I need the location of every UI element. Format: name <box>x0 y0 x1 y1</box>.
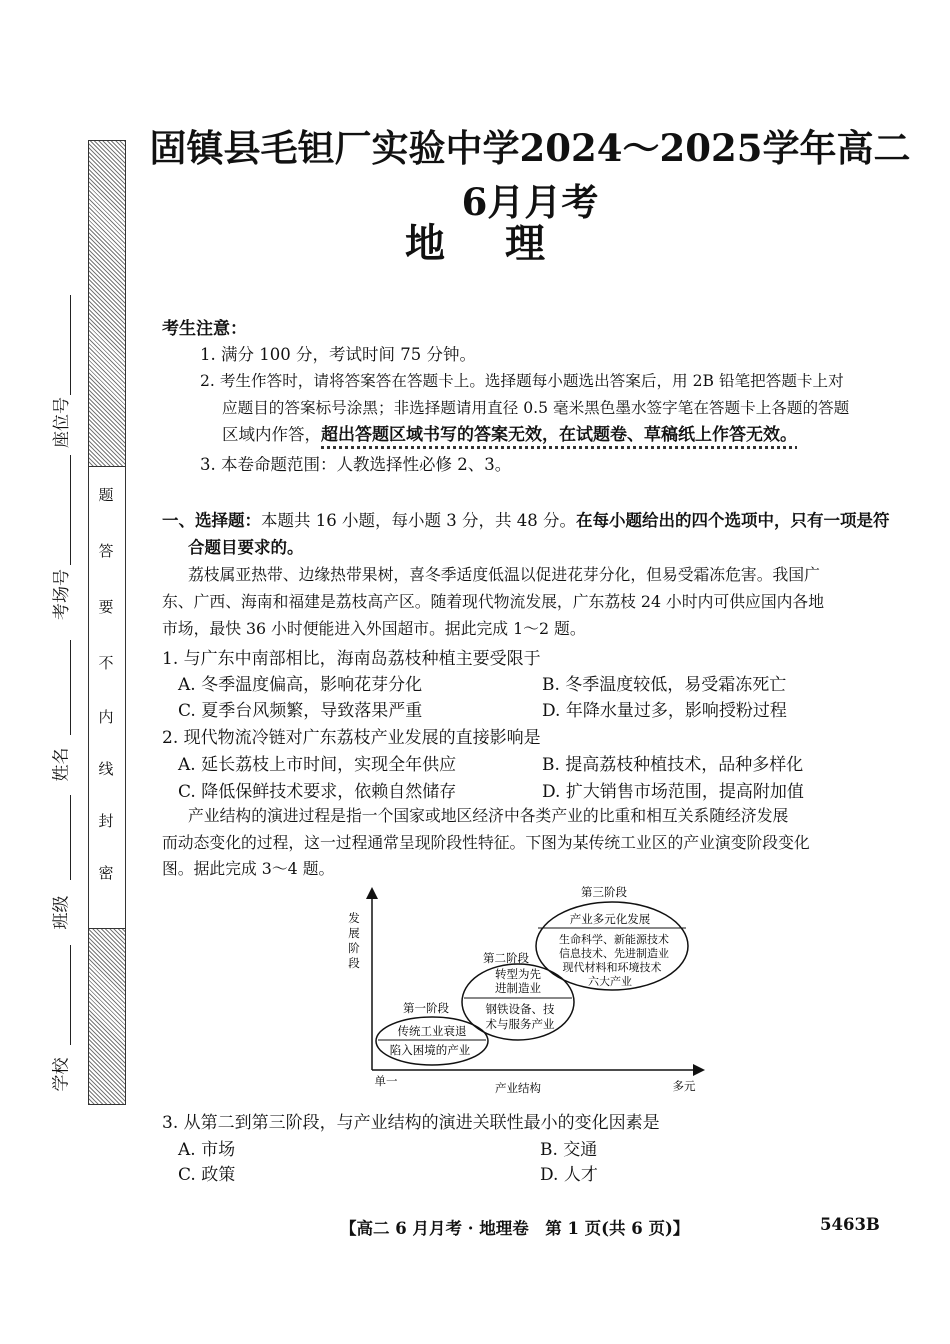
passage-2-line1: 产业结构的演进过程是指一个国家或地区经济中各类产业的比重和相互关系随经济发展 <box>188 806 789 825</box>
seal-char: 答 <box>98 542 114 560</box>
seat-number-line[interactable] <box>70 295 71 395</box>
school-line[interactable] <box>70 945 71 1045</box>
seal-char: 要 <box>98 598 114 616</box>
y-axis-label-2: 展 <box>348 926 360 940</box>
notice-item-2-emphasis: 超出答题区域书写的答案无效，在试题卷、草稿纸上作答无效。 <box>321 425 797 445</box>
question-1-option-c[interactable]: C. 夏季台风频繁，导致落果严重 <box>178 701 423 721</box>
question-3-option-c[interactable]: C. 政策 <box>178 1165 236 1185</box>
passage-1-line2: 东、广西、海南和福建是荔枝高产区。随着现代物流发展，广东荔枝 24 小时内可供应国内各地 <box>162 592 825 611</box>
exam-room-line[interactable] <box>70 455 71 565</box>
x-end-label: 多元 <box>672 1079 696 1093</box>
section-1-label: 一、选择题： <box>162 511 261 530</box>
stage-1-name: 第一阶段 <box>403 1001 449 1015</box>
passage-2-line3: 图。据此完成 3～4 题。 <box>162 859 335 878</box>
class-line[interactable] <box>70 795 71 880</box>
question-3-option-d[interactable]: D. 人才 <box>540 1165 598 1185</box>
stage-2-top-1: 转型为先 <box>495 967 541 981</box>
question-1-option-a[interactable]: A. 冬季温度偏高，影响花芽分化 <box>178 675 423 695</box>
question-1-stem: 1. 与广东中南部相比，海南岛荔枝种植主要受限于 <box>162 649 541 669</box>
stage-3-line-1: 生命科学、新能源技术 <box>559 933 669 946</box>
stage-3-top: 产业多元化发展 <box>569 912 651 926</box>
section-1-heading <box>162 508 889 534</box>
seal-char: 封 <box>98 812 114 830</box>
seal-char: 不 <box>98 654 114 672</box>
seal-char: 密 <box>98 864 114 882</box>
seat-number-label: 座位号 <box>52 397 72 448</box>
x-start-label: 单一 <box>374 1074 398 1088</box>
section-1-scoring: 本题共 16 小题，每小题 3 分，共 48 分。 <box>261 511 576 530</box>
subject-title: 地理 <box>405 220 605 267</box>
notice-item-2-line3 <box>222 422 797 448</box>
stage-3-line-3: 现代材料和环境技术 <box>562 961 662 974</box>
stage-3-name: 第三阶段 <box>581 885 627 899</box>
notice-heading: 考生注意： <box>162 319 247 339</box>
section-1-heading-line2: 合题目要求的。 <box>188 538 304 557</box>
industry-stage-diagram <box>340 880 710 1100</box>
notice-item-1: 1. 满分 100 分，考试时间 75 分钟。 <box>200 345 476 364</box>
passage-1-line3: 市场，最快 36 小时便能进入外国超市。据此完成 1～2 题。 <box>162 619 586 638</box>
y-axis-label-4: 段 <box>348 956 360 970</box>
stage-2-bottom-1: 钢铁设备、技 <box>485 1002 555 1016</box>
question-2-option-b[interactable]: B. 提高荔枝种植技术，品种多样化 <box>542 755 804 775</box>
question-2-stem: 2. 现代物流冷链对广东荔枝产业发展的直接影响是 <box>162 728 541 748</box>
page-footer: 【高二 6 月月考 · 地理卷 第 1 页(共 6 页)】 <box>340 1219 690 1238</box>
question-2-option-d[interactable]: D. 扩大销售市场范围，提高附加值 <box>542 782 804 802</box>
exam-code: 5463B <box>820 1215 880 1234</box>
exam-title: 固镇县毛钽厂实验中学2024～2025学年高二6月月考 <box>149 126 911 224</box>
stage-2-top-2: 进制造业 <box>495 981 541 995</box>
notice-item-2-line2: 应题目的答案标号涂黑；非选择题请用直径 0.5 毫米黑色墨水签字笔在答题卡上各题的答题 <box>222 399 850 417</box>
y-axis-label-1: 发 <box>348 911 360 925</box>
question-2-option-c[interactable]: C. 降低保鲜技术要求，依赖自然储存 <box>178 782 457 802</box>
notice-item-2-line1: 2. 考生作答时，请将答案答在答题卡上。选择题每小题选出答案后，用 2B 铅笔把答题卡上对 <box>200 372 844 390</box>
stage-2-bottom-2: 术与服务产业 <box>485 1017 555 1031</box>
class-label: 班级 <box>51 895 72 930</box>
question-1-option-d[interactable]: D. 年降水量过多，影响授粉过程 <box>542 701 787 721</box>
name-label: 姓名 <box>51 747 72 782</box>
notice-item-2-line3-plain: 区域内作答， <box>222 425 321 444</box>
school-label: 学校 <box>51 1057 72 1092</box>
binding-strip-bottom <box>88 928 126 1105</box>
exam-room-label: 考场号 <box>52 569 72 620</box>
question-3-stem: 3. 从第二到第三阶段，与产业结构的演进关联性最小的变化因素是 <box>162 1113 660 1133</box>
question-1-option-b[interactable]: B. 冬季温度较低，易受霜冻死亡 <box>542 675 787 695</box>
seal-char: 题 <box>98 486 114 504</box>
notice-item-3: 3. 本卷命题范围：人教选择性必修 2、3。 <box>200 455 512 474</box>
question-2-option-a[interactable]: A. 延长荔枝上市时间，实现全年供应 <box>178 755 457 775</box>
passage-2-line2: 而动态变化的过程，这一过程通常呈现阶段性特征。下图为某传统工业区的产业演变阶段变化 <box>162 833 810 852</box>
seal-char: 线 <box>98 760 114 778</box>
seal-char: 内 <box>98 708 114 726</box>
name-line[interactable] <box>70 640 71 735</box>
question-3-option-a[interactable]: A. 市场 <box>178 1140 236 1160</box>
stage-1-top: 传统工业衰退 <box>397 1024 467 1038</box>
question-3-option-b[interactable]: B. 交通 <box>540 1140 598 1160</box>
stage-1-bottom: 陷入困境的产业 <box>389 1043 471 1057</box>
stage-3-line-4: 六大产业 <box>588 975 632 988</box>
x-axis-label: 产业结构 <box>495 1081 541 1095</box>
passage-1-line1: 荔枝属亚热带、边缘热带果树，喜冬季适度低温以促进花芽分化，但易受霜冻危害。我国广 <box>188 565 820 584</box>
binding-strip-seal <box>88 466 126 930</box>
binding-strip-top <box>88 140 126 468</box>
stage-2-name: 第二阶段 <box>483 951 529 965</box>
y-axis-label-3: 阶 <box>348 941 360 955</box>
section-1-instruction: 在每小题给出的四个选项中，只有一项是符 <box>575 511 890 530</box>
stage-3-line-2: 信息技术、先进制造业 <box>559 947 669 960</box>
